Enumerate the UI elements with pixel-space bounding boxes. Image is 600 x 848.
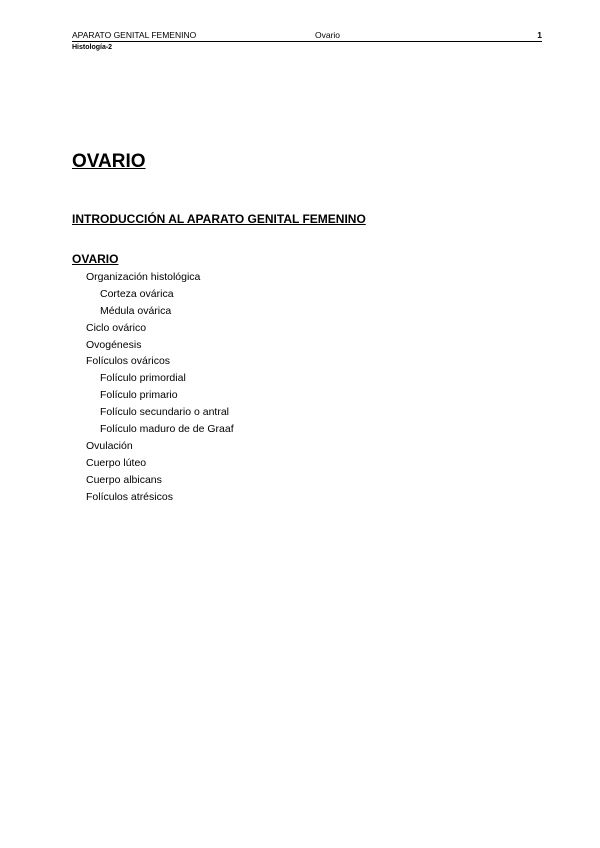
table-of-contents [72,269,542,505]
toc-item: Folículos atrésicos [86,490,173,503]
toc-item: Folículos ováricos [86,355,171,368]
header-subtitle: Histología-2 [72,44,113,51]
toc-item: Ciclo ovárico [86,321,147,334]
toc-item: Folículo primario [100,389,178,402]
toc-item: Folículo secundario o antral [100,406,229,419]
toc-item: Organización histológica [86,271,201,283]
header-topic: Ovario [315,30,341,40]
ovario-section-heading: OVARIO [72,252,119,266]
toc-item: Ovogénesis [86,338,142,351]
toc-item: Médula ovárica [100,304,172,317]
header-page-number: 1 [537,30,542,40]
toc-item: Cuerpo lúteo [86,456,147,469]
running-header [72,30,542,42]
toc-item: Folículo maduro de de Graaf [100,423,234,436]
toc-item: Cuerpo albicans [86,473,162,486]
toc-item: Ovulación [86,439,133,452]
page-title: OVARIO [72,151,146,172]
toc-item: Corteza ovárica [100,287,174,300]
header-chapter-title: APARATO GENITAL FEMENINO [72,30,197,40]
toc-item: Folículo primordial [100,372,186,385]
intro-section-heading: INTRODUCCIÓN AL APARATO GENITAL FEMENINO [72,212,366,226]
